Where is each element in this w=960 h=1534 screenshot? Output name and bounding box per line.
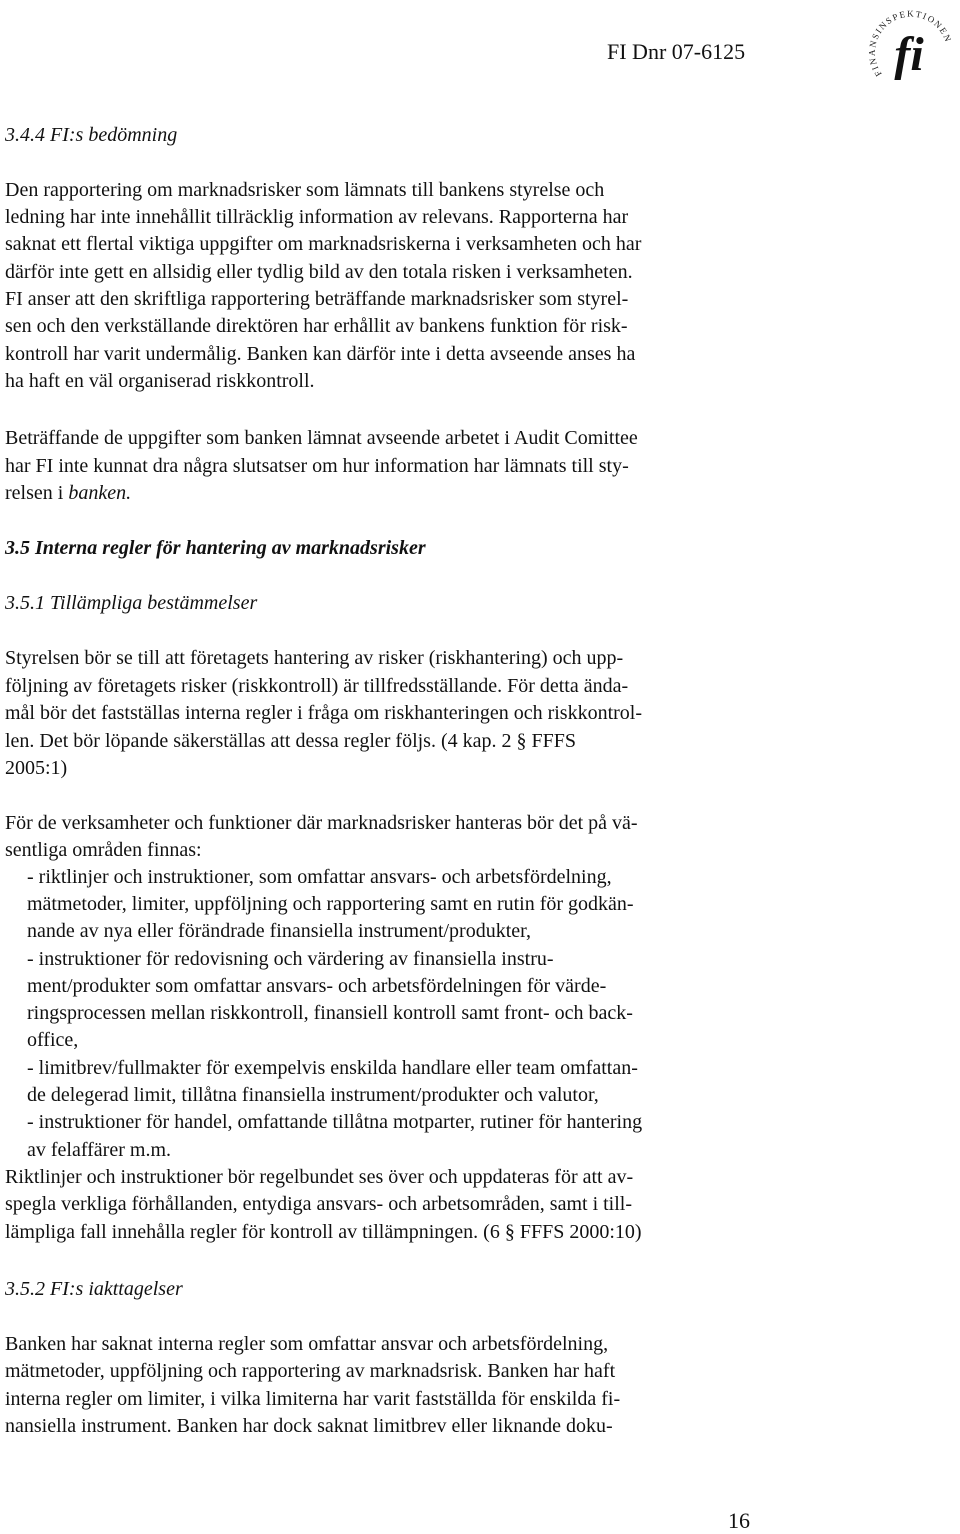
heading-3-5-1: 3.5.1 Tillämpliga bestämmelser: [5, 592, 258, 614]
text-line: interna regler om limiter, i vilka limiterna har varit fastställda för enskilda fi-: [5, 1388, 621, 1410]
text-line: sen och den verkställande direktören har erhållit av bankens funktion för risk-: [5, 315, 628, 337]
text-line: Banken har saknat interna regler som omfattar ansvar och arbetsfördelning,: [5, 1333, 609, 1355]
list-item-continuation: nande av nya eller förändrade finansiella instrument/produkter,: [27, 920, 532, 942]
text-line: ledning har inte innehållit tillräcklig information av relevans. Rapporterna har: [5, 206, 629, 228]
text-line: 2005:1): [5, 757, 68, 779]
text-line: Beträffande de uppgifter som banken lämnat avseende arbetet i Audit Comittee: [5, 427, 638, 449]
text-line: sentliga områden finnas:: [5, 839, 202, 861]
text-line: len. Det bör löpande säkerställas att dessa regler följs. (4 kap. 2 § FFFS: [5, 730, 576, 752]
text-line: har FI inte kunnat dra några slutsatser om hur information har lämnats till sty-: [5, 455, 629, 477]
logo-monogram: fi: [894, 28, 924, 81]
heading-3-4-4: 3.4.4 FI:s bedömning: [5, 124, 178, 146]
heading-3-5-2: 3.5.2 FI:s iakttagelser: [5, 1278, 183, 1300]
heading-3-5: 3.5 Interna regler för hantering av marknadsrisker: [5, 537, 426, 559]
text-line: [5, 480, 131, 506]
list-item: - limitbrev/fullmakter för exempelvis enskilda handlare eller team omfattan-: [27, 1057, 638, 1079]
list-item-continuation: office,: [27, 1029, 79, 1051]
text-line: ha haft en väl organiserad riskkontroll.: [5, 370, 315, 392]
text-line: Riktlinjer och instruktioner bör regelbundet ses över och uppdateras för att av-: [5, 1166, 634, 1188]
text-line: mätmetoder, uppföljning och rapportering av marknadsrisk. Banken har haft: [5, 1360, 616, 1382]
text-line: mål bör det fastställas interna regler i fråga om riskhanteringen och riskkontrol-: [5, 702, 643, 724]
text-line: För de verksamheter och funktioner där marknadsrisker hanteras bör det på vä-: [5, 812, 638, 834]
document-number: FI Dnr 07-6125: [607, 39, 746, 64]
text-line: kontroll har varit undermålig. Banken kan därför inte i detta avseende anses ha: [5, 343, 636, 365]
text-line: nansiella instrument. Banken har dock saknat limitbrev eller liknande doku-: [5, 1415, 613, 1437]
list-item-continuation: av felaffärer m.m.: [27, 1139, 171, 1161]
list-item: - instruktioner för redovisning och värdering av finansiella instru-: [27, 948, 554, 970]
page-number: 16: [728, 1508, 750, 1533]
italic-word: banken.: [68, 482, 132, 504]
finansinspektionen-logo: [862, 0, 958, 96]
list-item: - riktlinjer och instruktioner, som omfattar ansvars- och arbetsfördelning,: [27, 866, 612, 888]
list-item-continuation: ment/produkter som omfattar ansvars- och arbetsfördelningen för värde-: [27, 975, 607, 997]
text-line: Den rapportering om marknadsrisker som lämnats till bankens styrelse och: [5, 179, 605, 201]
list-item: - instruktioner för handel, omfattande tillåtna motparter, rutiner för hantering: [27, 1111, 643, 1133]
text-line: FI anser att den skriftliga rapportering beträffande marknadsrisker som styrel-: [5, 288, 629, 310]
list-item-continuation: ringsprocessen mellan riskkontroll, finansiell kontroll samt front- och back-: [27, 1002, 633, 1024]
text-line: saknat ett flertal viktiga uppgifter om marknadsriskerna i verksamheten och har: [5, 233, 642, 255]
text-line: lämpliga fall innehålla regler för kontroll av tillämpningen. (6 § FFFS 2000:10): [5, 1221, 642, 1243]
list-item-continuation: mätmetoder, limiter, uppföljning och rapportering samt en rutin för godkän-: [27, 893, 634, 915]
logo-ring-text: FINANSINSPEKTIONEN: [866, 8, 954, 79]
text-line: därför inte gett en allsidig eller tydlig bild av den totala risken i verksamheten.: [5, 261, 633, 283]
text-line: följning av företagets risker (riskkontroll) är tillfredsställande. För detta ända-: [5, 675, 629, 697]
text-line: Styrelsen bör se till att företagets hantering av risker (riskhantering) och upp-: [5, 647, 624, 669]
text-line: spegla verkliga förhållanden, entydiga ansvars- och arbetsområden, samt i till-: [5, 1193, 633, 1215]
list-item-continuation: de delegerad limit, tillåtna finansiella instrument/produkter och valutor,: [27, 1084, 599, 1106]
text-span: relsen i: [5, 482, 69, 504]
